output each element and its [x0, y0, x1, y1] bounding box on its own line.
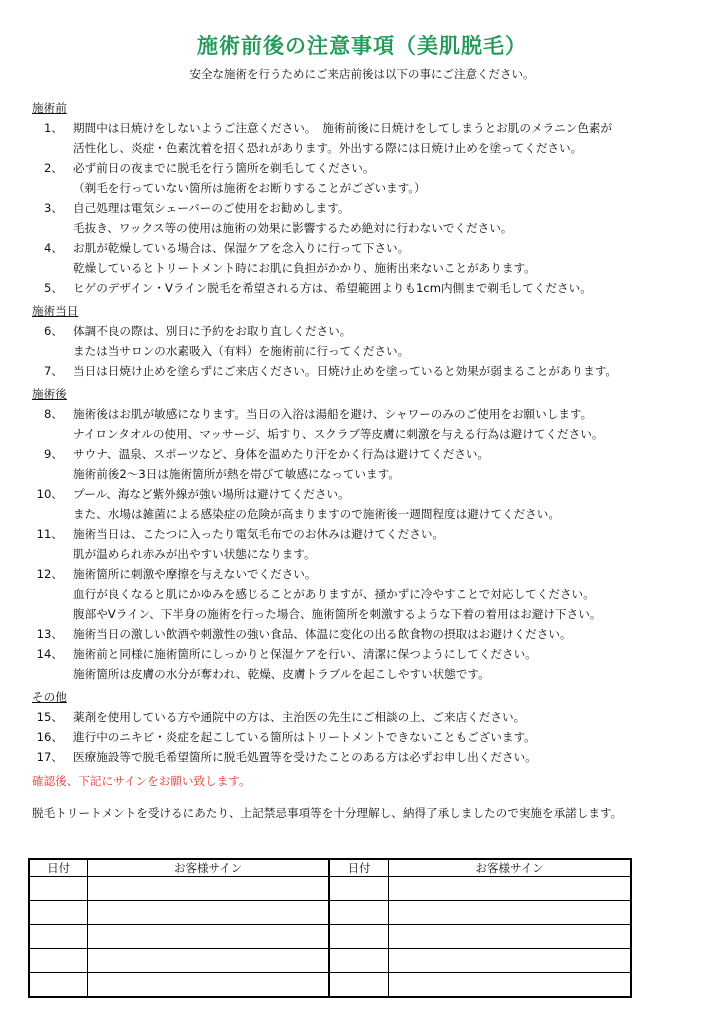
list-item — [32, 404, 702, 444]
signature-table-header — [29, 859, 631, 877]
item-number: 10、 — [36, 487, 63, 501]
item-body — [63, 321, 409, 361]
section — [32, 98, 702, 298]
item-text: 腹部やVライン、下半身の施術を行った場合、施術箇所を刺激するような下着の着用はお避け下さい。 — [73, 607, 602, 621]
item-text: プール、海など紫外線が強い場所は避けてください。 — [73, 487, 350, 501]
item-body — [63, 444, 489, 484]
section — [32, 301, 702, 381]
page-subtitle: 安全な施術を行うためにご来店前後は以下の事にご注意ください。 — [189, 67, 535, 81]
list-item — [32, 158, 702, 198]
item-text: 肌が温められ赤みが出やすい状態になります。 — [73, 547, 316, 561]
list-item — [32, 727, 702, 747]
list-item — [32, 484, 702, 524]
signature-cell[interactable] — [88, 949, 329, 973]
item-number: 13、 — [36, 627, 63, 641]
item-number: 6、 — [44, 324, 63, 338]
list-item — [32, 624, 702, 644]
date-cell[interactable] — [29, 901, 88, 925]
item-text: 薬剤を使用している方や通院中の方は、主治医の先生にご相談の上、ご来店ください。 — [73, 710, 526, 724]
agreement-statement: 脱毛トリートメントを受けるにあたり、上記禁忌事項等を十分理解し、納得了承しましたので実施を承諾します。 — [32, 806, 623, 820]
item-text: 体調不良の際は、別日に予約をお取り直しください。 — [73, 324, 352, 338]
item-body — [63, 727, 536, 747]
table-row — [29, 901, 631, 925]
item-body — [63, 238, 536, 278]
item-body — [63, 198, 512, 238]
table-row — [29, 973, 631, 998]
date-cell[interactable] — [329, 877, 389, 901]
item-text: 医療施設等で脱毛希望箇所に脱毛処置等を受けたことのある方は必ずお申し出ください。 — [73, 750, 537, 764]
item-text: ナイロンタオルの使用、マッサージ、垢すり、スクラブ等皮膚に刺激を与える行為は避けてください。 — [73, 427, 604, 441]
item-body — [63, 404, 603, 444]
item-text: 乾燥しているとトリートメント時にお肌に負担がかかり、施術出来ないことがあります。 — [73, 261, 536, 275]
list-item — [32, 524, 702, 564]
item-text: 自己処理は電気シェーバーのご使用をお勧めします。 — [73, 201, 350, 215]
item-body — [63, 624, 572, 644]
sections-container — [32, 98, 702, 767]
table-row — [29, 925, 631, 949]
item-text: 施術前後2〜3日は施術箇所が熱を帯びて敏感になっています。 — [73, 467, 400, 481]
date-header: 日付 — [329, 859, 389, 877]
item-body — [63, 707, 525, 727]
section-heading: その他 — [32, 690, 67, 704]
signature-cell[interactable] — [389, 973, 631, 998]
item-body — [63, 484, 560, 524]
item-number: 11、 — [36, 527, 63, 541]
item-body — [63, 158, 426, 198]
signature-cell[interactable] — [389, 877, 631, 901]
list-item — [32, 361, 702, 381]
item-body — [63, 118, 612, 158]
notice-content — [32, 95, 702, 823]
list-item — [32, 564, 702, 624]
item-number: 16、 — [36, 730, 63, 744]
item-number: 15、 — [36, 710, 63, 724]
item-number: 9、 — [44, 447, 63, 461]
item-number: 3、 — [44, 201, 63, 215]
list-item — [32, 238, 702, 278]
item-number: 7、 — [44, 364, 63, 378]
item-number: 12、 — [36, 567, 63, 581]
date-cell[interactable] — [29, 949, 88, 973]
item-number: 5、 — [44, 281, 63, 295]
list-item — [32, 707, 702, 727]
signature-cell[interactable] — [88, 901, 329, 925]
customer-signature-header: お客様サイン — [389, 859, 631, 877]
item-text: 期間中は日焼けをしないようご注意ください。 施術前後に日焼けをしてしまうとお肌のメラニン色素が — [73, 121, 613, 135]
date-cell[interactable] — [29, 973, 88, 998]
page-title: 施術前後の注意事項（美肌脱毛） — [197, 34, 527, 58]
item-number: 14、 — [36, 647, 63, 661]
section-heading: 施術当日 — [32, 304, 79, 318]
section-heading: 施術後 — [32, 387, 67, 401]
signature-cell[interactable] — [88, 877, 329, 901]
list-item — [32, 747, 702, 767]
item-text: サウナ、温泉、スポーツなど、身体を温めたり汗をかく行為は避けてください。 — [73, 447, 490, 461]
date-cell[interactable] — [29, 925, 88, 949]
item-text: （剃毛を行っていない箇所は施術をお断りすることがございます。） — [73, 181, 426, 195]
item-body — [63, 278, 592, 298]
signature-cell[interactable] — [389, 949, 631, 973]
confirm-sign-notice: 確認後、下記にサインをお願い致します。 — [32, 774, 251, 788]
item-text: 血行が良くなると肌にかゆみを感じることがありますが、掻かずに冷やすことで対応してください。 — [73, 587, 595, 601]
item-body — [63, 644, 537, 684]
item-text: 必ず前日の夜までに脱毛を行う箇所を剃毛してください。 — [73, 161, 375, 175]
item-number: 4、 — [44, 241, 63, 255]
item-number: 8、 — [44, 407, 63, 421]
item-text: 施術当日の激しい飲酒や刺激性の強い食品、体温に変化の出る飲食物の摂取はお避けください。 — [73, 627, 572, 641]
item-text: 活性化し、炎症・色素沈着を招く恐れがあります。外出する際には日焼け止めを塗ってください。 — [73, 141, 583, 155]
signature-cell[interactable] — [389, 925, 631, 949]
date-cell[interactable] — [329, 949, 389, 973]
date-cell[interactable] — [329, 901, 389, 925]
section — [32, 687, 702, 767]
signature-table — [28, 858, 632, 998]
date-cell[interactable] — [329, 925, 389, 949]
list-item — [32, 644, 702, 684]
item-body — [63, 361, 617, 381]
item-text: 施術前と同様に施術箇所にしっかりと保湿ケアを行い、清潔に保つようにしてください。 — [73, 647, 537, 661]
list-item — [32, 198, 702, 238]
table-row — [29, 949, 631, 973]
list-item — [32, 321, 702, 361]
item-text: 施術当日は、こたつに入ったり電気毛布でのお休みは避けてください。 — [73, 527, 445, 541]
item-text: 施術後はお肌が敏感になります。当日の入浴は湯船を避け、シャワーのみのご使用をお願いします。 — [73, 407, 593, 421]
customer-signature-header: お客様サイン — [88, 859, 329, 877]
item-body — [63, 564, 601, 624]
signature-rows — [29, 877, 631, 998]
item-text: お肌が乾燥している場合は、保湿ケアを念入りに行って下さい。 — [73, 241, 410, 255]
item-body — [63, 747, 537, 767]
item-number: 2、 — [44, 161, 63, 175]
item-text: また、水場は雑菌による感染症の危険が高まりますので施術後一週間程度は避けてください。 — [73, 507, 560, 521]
section-heading: 施術前 — [32, 101, 67, 115]
table-row — [29, 877, 631, 901]
signature-cell[interactable] — [88, 925, 329, 949]
date-header: 日付 — [29, 859, 88, 877]
item-text: 施術箇所は皮膚の水分が奪われ、乾燥、皮膚トラブルを起こしやすい状態です。 — [73, 667, 490, 681]
item-text: または当サロンの水素吸入（有料）を施術前に行ってください。 — [73, 344, 410, 358]
date-cell[interactable] — [329, 973, 389, 998]
item-text: 施術箇所に刺激や摩擦を与えないでください。 — [73, 567, 317, 581]
list-item — [32, 278, 702, 298]
list-item — [32, 444, 702, 484]
signature-cell[interactable] — [389, 901, 631, 925]
item-number: 17、 — [36, 750, 63, 764]
item-text: 当日は日焼け止めを塗らずにご来店ください。日焼け止めを塗っていると効果が弱まることがあります。 — [73, 364, 617, 378]
list-item — [32, 118, 702, 158]
date-cell[interactable] — [29, 877, 88, 901]
item-text: ヒゲのデザイン・Vライン脱毛を希望される方は、希望範囲よりも1cm内側まで剃毛してください。 — [73, 281, 592, 295]
item-body — [63, 524, 444, 564]
section — [32, 384, 702, 684]
item-number: 1、 — [44, 121, 63, 135]
item-text: 進行中のニキビ・炎症を起こしている箇所はトリートメントできないこともございます。 — [73, 730, 536, 744]
signature-cell[interactable] — [88, 973, 329, 998]
item-text: 毛抜き、ワックス等の使用は施術の効果に影響するため絶対に行わないでください。 — [73, 221, 513, 235]
